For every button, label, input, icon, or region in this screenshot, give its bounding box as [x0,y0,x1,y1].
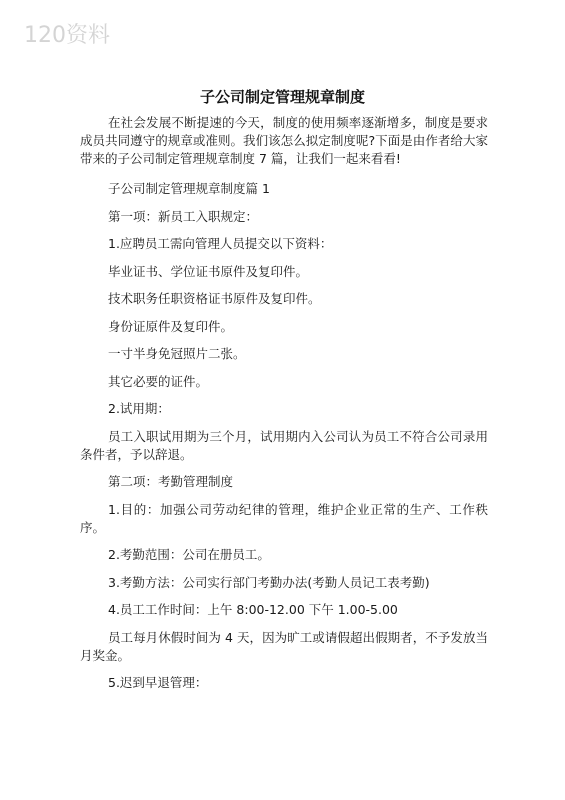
list-item: 技术职务任职资格证书原件及复印件。 [108,291,321,306]
list-item: 一寸半身免冠照片二张。 [108,346,246,361]
intro-paragraph: 在社会发展不断提速的今天，制度的使用频率逐渐增多，制度是要求成员共同遵守的规章或准则。我们该怎么拟定制度呢?下面是由作者给大家带来的子公司制定管理规章制度 7 篇，让我们一起来看看! [80,115,488,166]
list-item: 5.迟到早退管理： [108,675,208,690]
body-paragraph: 员工每月休假时间为 4 天，因为旷工或请假超出假期者，不予发放当月奖金。 [80,629,488,663]
section-heading: 子公司制定管理规章制度篇 1 [108,181,270,196]
list-item: 2.考勤范围：公司在册员工。 [108,547,270,562]
list-item: 3.考勤方法：公司实行部门考勤办法(考勤人员记工表考勤) [108,574,430,590]
document-body [80,114,488,702]
body-paragraph: 员工入职试用期为三个月，试用期内入公司认为员工不符合公司录用条件者，予以辞退。 [80,428,488,462]
list-item: 身份证原件及复印件。 [108,318,234,334]
list-item: 其它必要的证件。 [108,373,209,389]
list-item: 1.应聘员工需向管理人员提交以下资料： [108,236,333,251]
list-item: 4.员工工作时间：上午 8:00-12.00 下午 1.00-5.00 [108,602,398,617]
item-heading: 第一项：新员工入职规定： [108,208,259,224]
document-title: 子公司制定管理规章制度 [199,88,365,106]
list-item: 毕业证书、学位证书原件及复印件。 [108,263,309,279]
item-heading: 第二项：考勤管理制度 [108,474,234,489]
watermark: 120资料 [24,23,110,48]
list-item: 1.目的：加强公司劳动纪律的管理，维护企业正常的生产、工作秩序。 [80,501,488,535]
list-item: 2.试用期： [108,401,170,416]
